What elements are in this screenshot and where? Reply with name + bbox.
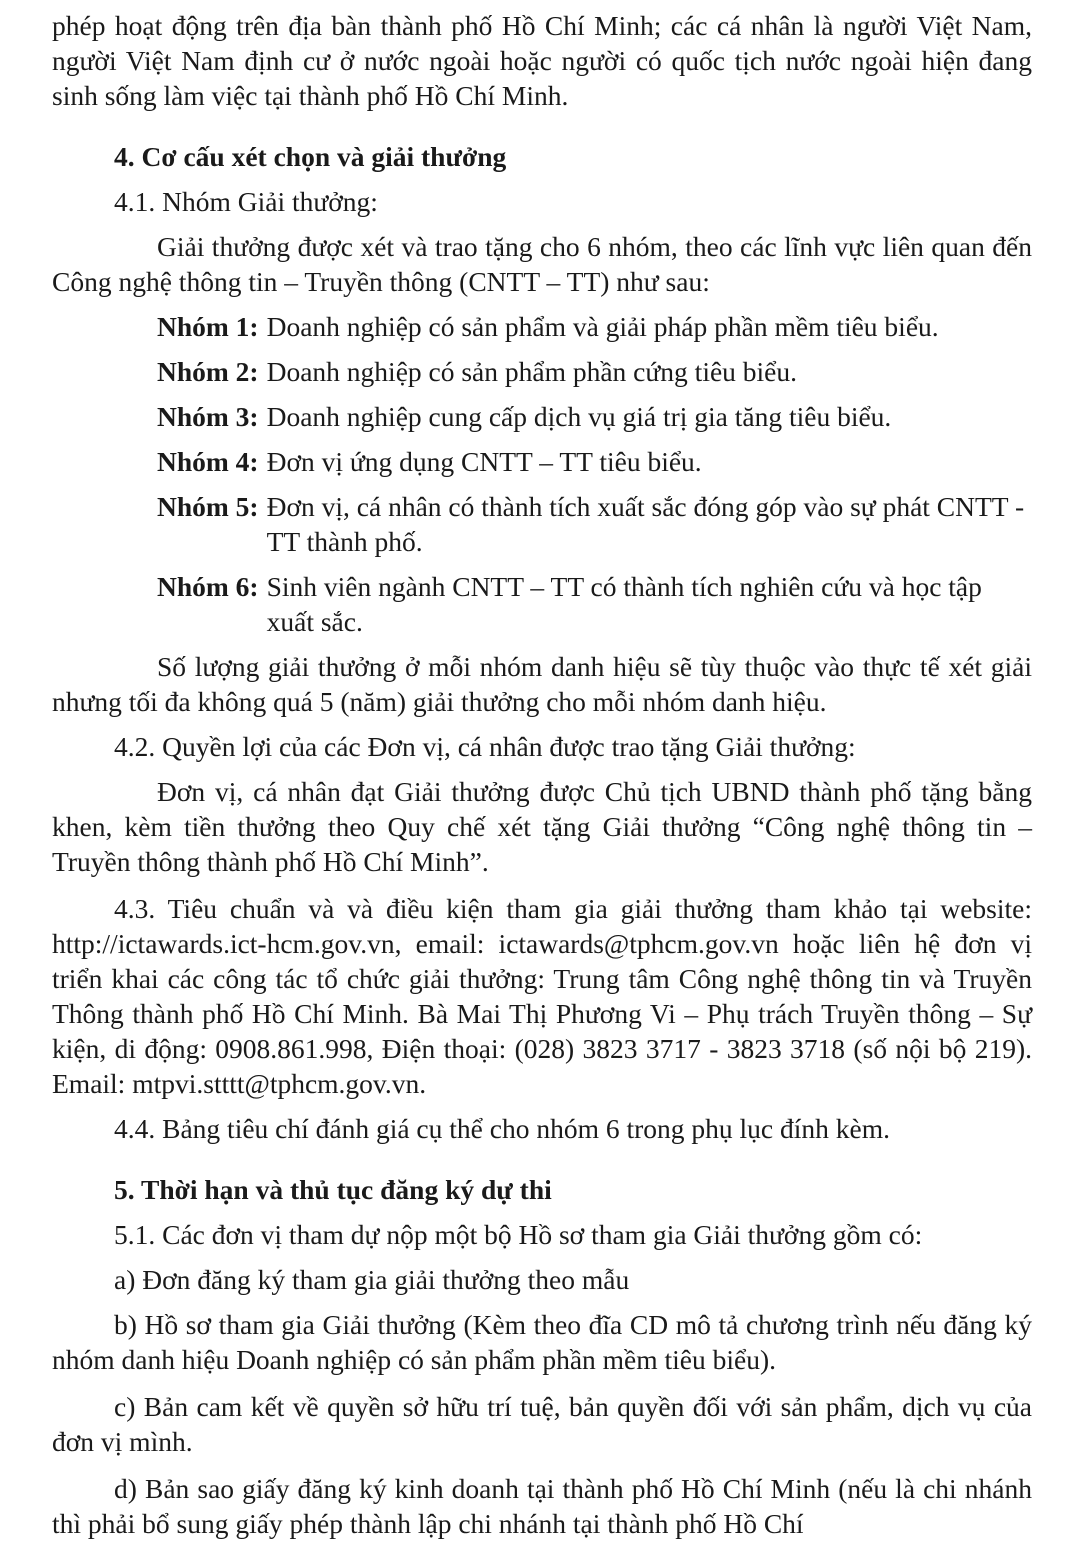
group-2-text: Doanh nghiệp có sản phẩm phần cứng tiêu biểu. [266, 356, 798, 387]
document-page [52, 8, 1032, 1541]
group-2-label: Nhóm 2: [157, 356, 259, 387]
section-4-1-intro-text: Giải thưởng được xét và trao tặng cho 6 nhóm, theo các lĩnh vực liên quan đến Công nghệ thông tin – Truyền thông (CNTT – TT) như sau: [52, 231, 1032, 297]
group-6-text: Sinh viên ngành CNTT – TT có thành tích nghiên cứu và học tập xuất sắc. [266, 571, 982, 637]
section-4-1-intro [52, 229, 1032, 299]
section-4-1-title: 4.1. Nhóm Giải thưởng: [114, 186, 378, 217]
group-3 [52, 399, 1032, 434]
section-5-heading: 5. Thời hạn và thủ tục đăng ký dự thi [114, 1174, 552, 1205]
group-5-label: Nhóm 5: [157, 491, 259, 522]
group-6 [52, 569, 1032, 639]
group-3-label: Nhóm 3: [157, 401, 259, 432]
group-6-label: Nhóm 6: [157, 571, 259, 602]
group-4 [52, 444, 1032, 479]
section-4-2-title: 4.2. Quyền lợi của các Đơn vị, cá nhân được trao tặng Giải thưởng: [114, 731, 856, 762]
item-a: a) Đơn đăng ký tham gia giải thưởng theo mẫu [114, 1264, 630, 1295]
group-1 [52, 309, 1032, 344]
item-b: b) Hồ sơ tham gia Giải thưởng (Kèm theo đĩa CD mô tả chương trình nếu đăng ký nhóm danh hiệu Doanh nghiệp có sản phẩm phần mềm tiêu biểu). [52, 1309, 1032, 1375]
group-5 [52, 489, 1032, 559]
group-2 [52, 354, 1032, 389]
intro-continuation: phép hoạt động trên địa bàn thành phố Hồ Chí Minh; các cá nhân là người Việt Nam, người Việt Nam định cư ở nước ngoài hoặc người có quốc tịch nước ngoài hiện đang sinh sống làm việc tại thành phố Hồ Chí Minh. [52, 10, 1032, 111]
group-3-text: Doanh nghiệp cung cấp dịch vụ giá trị gia tăng tiêu biểu. [266, 401, 892, 432]
section-4-2-text: Đơn vị, cá nhân đạt Giải thưởng được Chủ tịch UBND thành phố tặng bằng khen, kèm tiền thưởng theo Quy chế xét tặng Giải thưởng “Công nghệ thông tin – Truyền thông thành phố Hồ Chí Minh”. [52, 776, 1032, 877]
item-c: c) Bản cam kết về quyền sở hữu trí tuệ, bản quyền đối với sản phẩm, dịch vụ của đơn vị mình. [52, 1391, 1032, 1457]
group-1-label: Nhóm 1: [157, 311, 259, 342]
section-4-heading: 4. Cơ cấu xét chọn và giải thưởng [114, 141, 507, 172]
group-5-text: Đơn vị, cá nhân có thành tích xuất sắc đóng góp vào sự phát CNTT -TT thành phố. [266, 491, 1025, 557]
section-4-3-text: 4.3. Tiêu chuẩn và và điều kiện tham gia giải thưởng tham khảo tại website: http://ictawards.ict-hcm.gov.vn, email: ictawards@tphcm.gov.vn hoặc liên hệ đơn vị triển khai các công tác tổ chức giải thưởng: Trung tâm Công nghệ thông tin và Truyền Thông thành phố Hồ Chí Minh. Bà Mai Thị Phương Vi – Phụ trách Truyền thông – Sự kiện, di động: 0908.861.998, Điện thoại: (028) 3823 3717 - 3823 3718 (số nội bộ 219). Email: mtpvi.stttt@tphcm.gov.vn. [52, 893, 1032, 1099]
section-4-1-limit: Số lượng giải thưởng ở mỗi nhóm danh hiệu sẽ tùy thuộc vào thực tế xét giải nhưng tối đa không quá 5 (năm) giải thưởng cho mỗi nhóm danh hiệu. [52, 651, 1032, 717]
group-1-text: Doanh nghiệp có sản phẩm và giải pháp phần mềm tiêu biểu. [266, 311, 939, 342]
section-5-1-title: 5.1. Các đơn vị tham dự nộp một bộ Hồ sơ tham gia Giải thưởng gồm có: [114, 1219, 923, 1250]
section-4-4-text: 4.4. Bảng tiêu chí đánh giá cụ thể cho nhóm 6 trong phụ lục đính kèm. [114, 1113, 890, 1144]
item-d: d) Bản sao giấy đăng ký kinh doanh tại thành phố Hồ Chí Minh (nếu là chi nhánh thì phải bổ sung giấy phép thành lập chi nhánh tại thành phố Hồ Chí [52, 1473, 1032, 1539]
group-4-label: Nhóm 4: [157, 446, 259, 477]
group-4-text: Đơn vị ứng dụng CNTT – TT tiêu biểu. [266, 446, 702, 477]
